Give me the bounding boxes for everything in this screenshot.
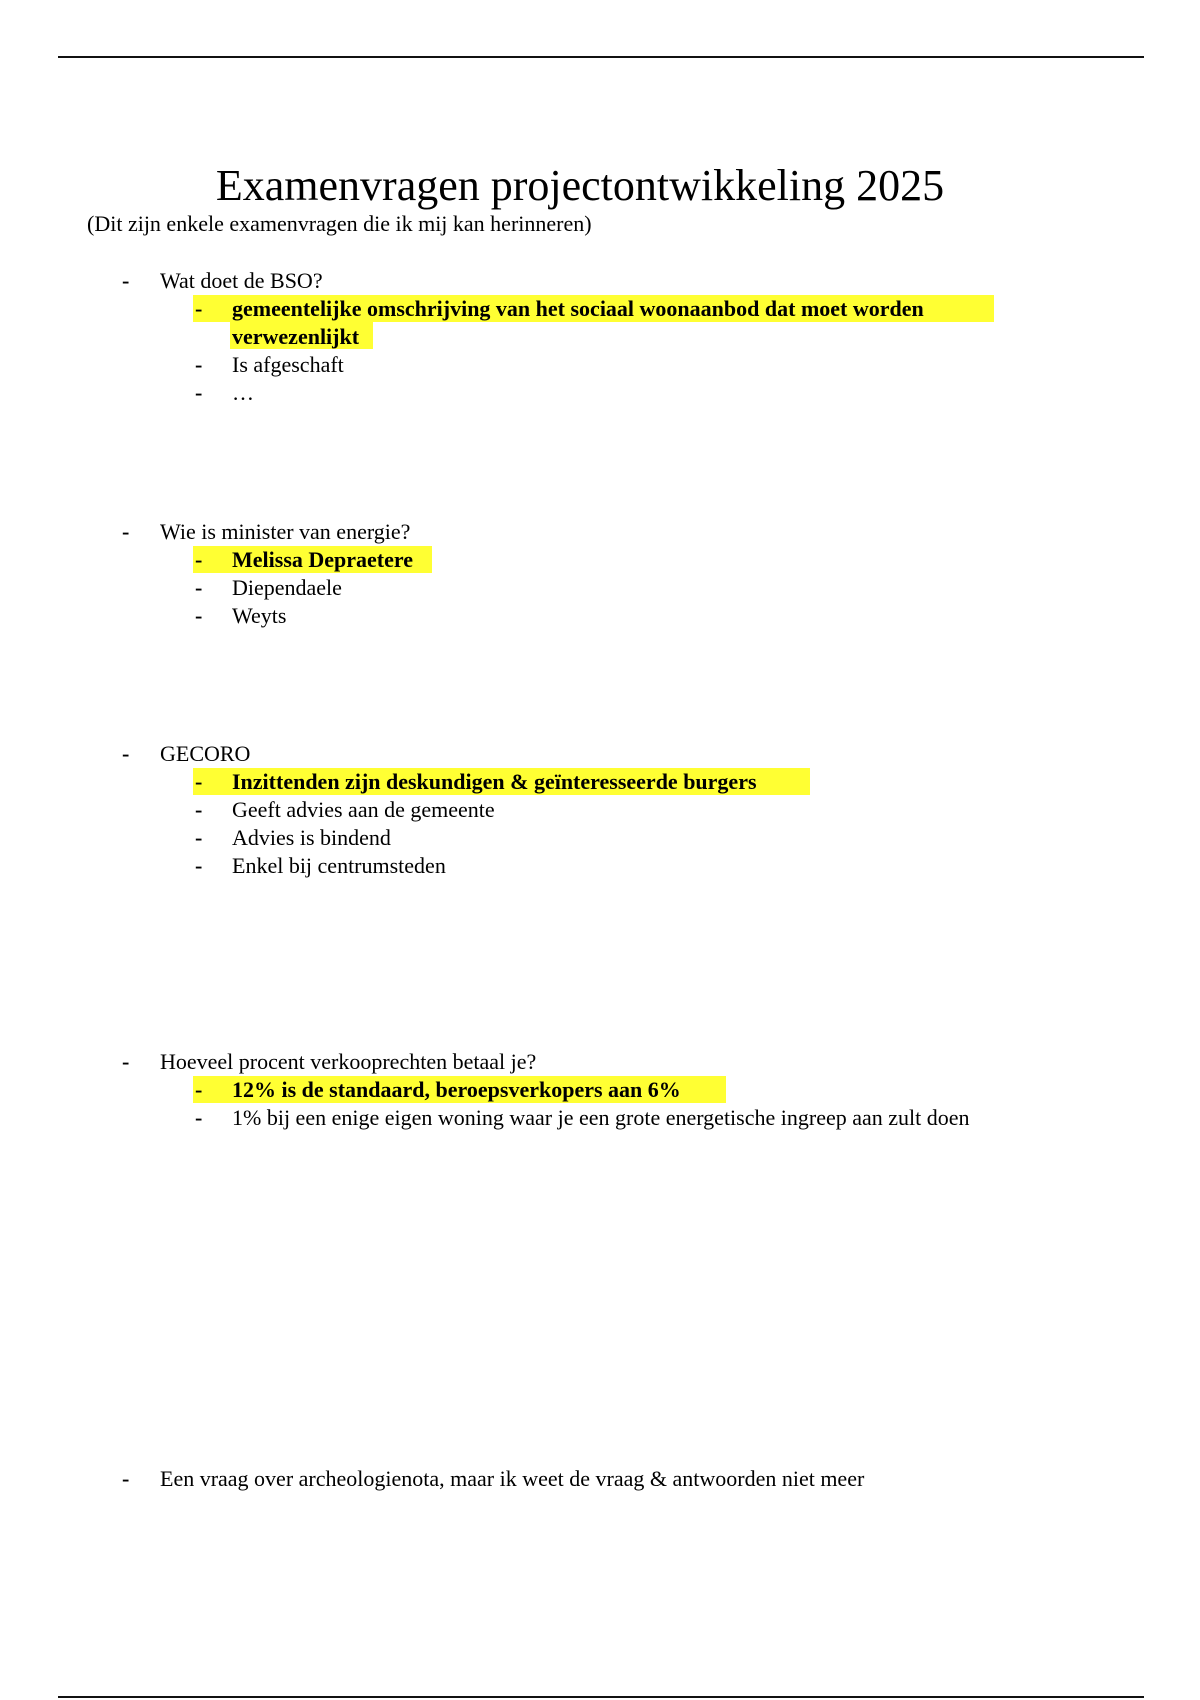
question-block-archeologienota bbox=[0, 1465, 1200, 1493]
bullet-dash: - bbox=[195, 603, 203, 628]
question bbox=[0, 267, 1200, 295]
answer-item-correct bbox=[0, 768, 1200, 796]
answer-text: gemeentelijke omschrijving van het sociaal woonaanbod dat moet worden bbox=[232, 296, 924, 321]
answer-item-correct bbox=[0, 295, 1200, 323]
answer-text: Melissa Depraetere bbox=[232, 547, 414, 572]
answer-text: 1% bij een enige eigen woning waar je een grote energetische ingreep aan zult doen bbox=[232, 1105, 970, 1130]
answer-text: 12% is de standaard, beroepsverkopers aan 6% bbox=[232, 1077, 681, 1102]
bullet-dash: - bbox=[195, 547, 203, 572]
bullet-dash: - bbox=[195, 769, 203, 794]
header-rule bbox=[58, 56, 1144, 58]
bullet-dash: - bbox=[195, 1105, 203, 1130]
bullet-dash: - bbox=[195, 1077, 203, 1102]
bullet-dash: - bbox=[122, 1466, 130, 1491]
bullet-dash: - bbox=[122, 268, 130, 293]
question-block-minister bbox=[0, 518, 1200, 630]
answer-text: verwezenlijkt bbox=[232, 324, 360, 349]
answer-text: Diependaele bbox=[232, 575, 342, 600]
answer-item bbox=[0, 824, 1200, 852]
answer-item bbox=[0, 351, 1200, 379]
bullet-dash: - bbox=[195, 853, 203, 878]
document-title: Examenvragen projectontwikkeling 2025 bbox=[215, 161, 945, 210]
bullet-dash: - bbox=[122, 741, 130, 766]
answer-text: Inzittenden zijn deskundigen & geïnteresseerde burgers bbox=[232, 769, 757, 794]
bullet-dash: - bbox=[195, 296, 203, 321]
bullet-dash: - bbox=[195, 825, 203, 850]
answer-text: … bbox=[232, 380, 254, 405]
answer-text: Geeft advies aan de gemeente bbox=[232, 797, 495, 822]
answer-item bbox=[0, 574, 1200, 602]
question bbox=[0, 1048, 1200, 1076]
question bbox=[0, 740, 1200, 768]
question bbox=[0, 1465, 1200, 1493]
question-text: Wie is minister van energie? bbox=[160, 519, 411, 544]
question-text: Wat doet de BSO? bbox=[160, 268, 323, 293]
footer-rule bbox=[58, 1696, 1144, 1698]
answer-item-correct bbox=[0, 546, 1200, 574]
answer-item bbox=[0, 852, 1200, 880]
bullet-dash: - bbox=[195, 352, 203, 377]
answer-item bbox=[0, 1104, 1200, 1132]
question-text: Een vraag over archeologienota, maar ik weet de vraag & antwoorden niet meer bbox=[160, 1466, 865, 1491]
question bbox=[0, 518, 1200, 546]
question-text: Hoeveel procent verkooprechten betaal je? bbox=[160, 1049, 537, 1074]
question-text: GECORO bbox=[160, 741, 251, 766]
answer-text: Advies is bindend bbox=[232, 825, 391, 850]
bullet-dash: - bbox=[195, 575, 203, 600]
answer-text: Weyts bbox=[232, 603, 287, 628]
question-block-verkooprechten bbox=[0, 1048, 1200, 1132]
question-block-gecoro bbox=[0, 740, 1200, 880]
bullet-dash: - bbox=[122, 519, 130, 544]
bullet-dash: - bbox=[122, 1049, 130, 1074]
answer-item bbox=[0, 602, 1200, 630]
bullet-dash: - bbox=[195, 380, 203, 405]
answer-item bbox=[0, 379, 1200, 407]
answer-item-continuation bbox=[0, 323, 1200, 351]
answer-text: Is afgeschaft bbox=[232, 352, 344, 377]
answer-item bbox=[0, 796, 1200, 824]
document-subtitle: (Dit zijn enkele examenvragen die ik mij kan herinneren) bbox=[87, 211, 592, 236]
answer-item-correct bbox=[0, 1076, 1200, 1104]
answer-text: Enkel bij centrumsteden bbox=[232, 853, 446, 878]
question-block-bso bbox=[0, 267, 1200, 407]
bullet-dash: - bbox=[195, 797, 203, 822]
